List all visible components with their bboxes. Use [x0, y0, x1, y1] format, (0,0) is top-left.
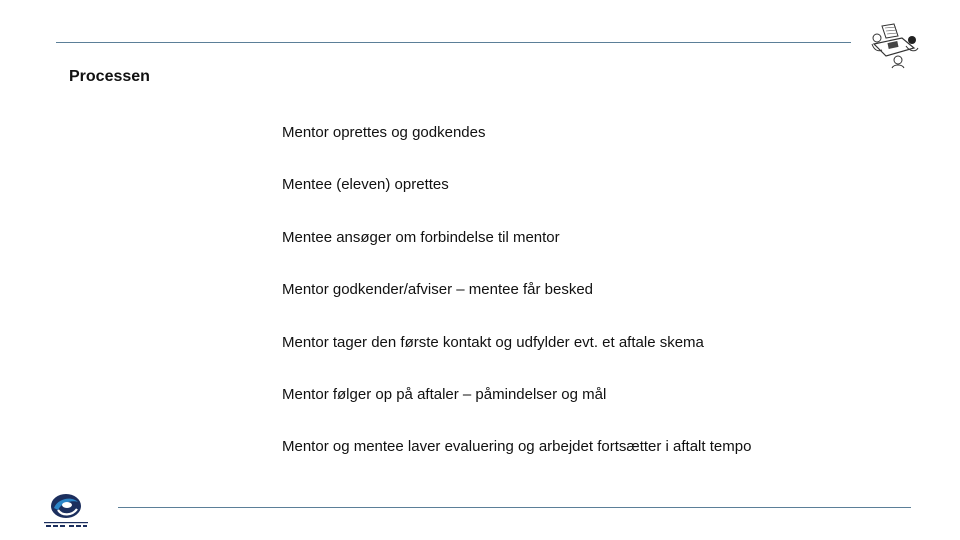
process-step-7: Mentor og mentee laver evaluering og arbejdet fortsætter i aftalt tempo: [282, 438, 752, 456]
top-divider: [56, 42, 851, 43]
people-at-desk-icon: [868, 22, 920, 70]
process-step-5: Mentor tager den første kontakt og udfylder evt. et aftale skema: [282, 333, 704, 351]
bottom-divider: [118, 507, 911, 508]
process-steps-list: [282, 124, 751, 491]
process-step-1: Mentor oprettes og godkendes: [282, 124, 486, 141]
slide-title: Processen: [69, 68, 150, 85]
process-step-4: Mentor godkender/afviser – mentee får besked: [282, 281, 594, 299]
process-step-6: Mentor følger op på aftaler – påmindelser og mål: [282, 385, 607, 403]
process-step-2: Mentee (eleven) oprettes: [282, 176, 449, 194]
eucsyd-logo: [40, 490, 92, 530]
process-step-3: Mentee ansøger om forbindelse til mentor: [282, 228, 560, 246]
